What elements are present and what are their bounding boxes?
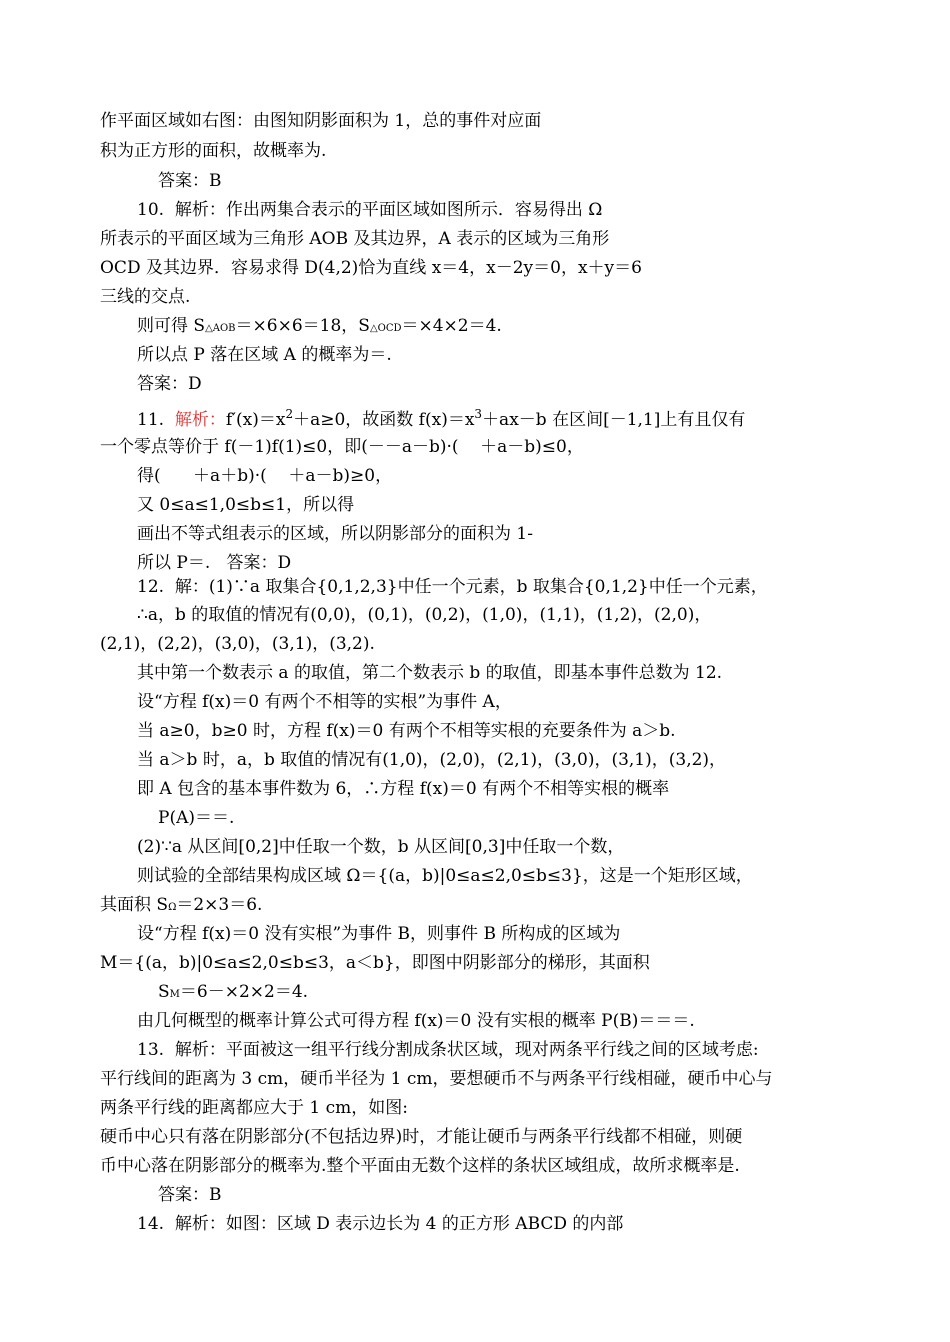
text-line: (2)∵a 从区间[0,2]中任取一个数，b 从区间[0,3]中任取一个数， — [137, 837, 625, 857]
highlighted-label: 解析： — [174, 410, 226, 430]
text-line — [137, 315, 502, 339]
text-line: 其中第一个数表示 a 的取值，第二个数表示 b 的取值，即基本事件总数为 12. — [137, 663, 723, 683]
text-line: 得( ＋a＋b)·( ＋a－b)≥0， — [137, 466, 393, 486]
superscript: 2 — [285, 407, 294, 421]
text-line: 所以 P＝. 答案：D — [137, 553, 292, 573]
subscript: M — [169, 989, 180, 1000]
text-run: ＝6－×2×2＝4. — [179, 982, 309, 1002]
text-line: 作平面区域如右图：由图知阴影面积为 1，总的事件对应面 — [100, 111, 542, 131]
problem-number: 11. — [137, 410, 175, 430]
answer-line: 答案：B — [158, 171, 222, 191]
text-run: 则可得 S — [137, 316, 206, 336]
text-line: M＝{(a，b)|0≤a≤2,0≤b≤3，a＜b}，即图中阴影部分的梯形，其面积 — [100, 953, 650, 973]
text-line: 所表示的平面区域为三角形 AOB 及其边界，A 表示的区域为三角形 — [100, 229, 610, 249]
subscript: Ω — [168, 902, 177, 913]
text-line: 一个零点等价于 f(－1)f(1)≤0，即(－－a－b)·( ＋a－b)≤0， — [100, 437, 584, 457]
text-line: (2,1)，(2,2)，(3,0)，(3,1)，(3,2). — [100, 634, 375, 654]
text-line: 则试验的全部结果构成区域 Ω＝{(a，b)|0≤a≤2,0≤b≤3}，这是一个矩形区域， — [137, 866, 753, 886]
text-line: 币中心落在阴影部分的概率为.整个平面由无数个这样的条状区域组成，故所求概率是. — [100, 1156, 740, 1176]
problem-13-heading: 13. 解析：平面被这一组平行线分割成条状区域，现对两条平行线之间的区域考虑: — [137, 1040, 759, 1060]
problem-14-heading: 14. 解析：如图：区域 D 表示边长为 4 的正方形 ABCD 的内部 — [137, 1214, 624, 1234]
problem-11-heading — [137, 409, 745, 433]
text-line: 设“方程 f(x)＝0 有两个不相等的实根”为事件 A， — [137, 692, 512, 712]
text-line: 硬币中心只有落在阴影部分(不包括边界)时，才能让硬币与两条平行线都不相碰，则硬 — [100, 1127, 743, 1147]
superscript: 3 — [474, 407, 483, 421]
text-line: 平行线间的距离为 3 cm，硬币半径为 1 cm，要想硬币不与两条平行线相碰，硬币中心与 — [100, 1069, 773, 1089]
text-line: P(A)＝＝. — [158, 808, 235, 828]
text-line — [100, 894, 262, 918]
text-line: 又 0≤a≤1,0≤b≤1，所以得 — [137, 495, 355, 515]
text-run: 其面积 S — [100, 895, 169, 915]
text-line: 当 a＞b 时，a，b 取值的情况有(1,0)，(2,0)，(2,1)，(3,0)，(3,1)，(3,2)， — [137, 750, 727, 770]
subscript: △AOB — [205, 323, 236, 334]
text-line: 当 a≥0，b≥0 时，方程 f(x)＝0 有两个不相等实根的充要条件为 a＞b. — [137, 721, 676, 741]
text-line: 两条平行线的距离都应大于 1 cm，如图: — [100, 1098, 408, 1118]
text-run: S — [158, 982, 170, 1002]
text-run: ＋a≥0，故函数 f(x)＝x — [293, 410, 475, 430]
text-run: ＝×4×2＝4. — [401, 316, 502, 336]
text-line: 即 A 包含的基本事件数为 6，∴方程 f(x)＝0 有两个不相等实根的概率 — [137, 779, 670, 799]
text-line: 设“方程 f(x)＝0 没有实根”为事件 B，则事件 B 所构成的区域为 — [137, 924, 621, 944]
problem-10-heading: 10. 解析：作出两集合表示的平面区域如图所示．容易得出 Ω — [137, 200, 603, 220]
text-line: OCD 及其边界．容易求得 D(4,2)恰为直线 x＝4，x－2y＝0，x＋y＝6 — [100, 258, 642, 278]
text-line: ∴a，b 的取值的情况有(0,0)，(0,1)，(0,2)，(1,0)，(1,1)，(1,2)，(2,0)， — [137, 605, 712, 625]
subscript: △OCD — [369, 323, 402, 334]
text-run: ＝×6×6＝18，S — [235, 316, 370, 336]
text-line: 三线的交点. — [100, 287, 191, 307]
text-line: 积为正方形的面积，故概率为. — [100, 141, 327, 161]
answer-line: 答案：D — [137, 374, 202, 394]
text-line: 画出不等式组表示的区域，所以阴影部分的面积为 1- — [137, 524, 533, 544]
text-line: 所以点 P 落在区域 A 的概率为＝. — [137, 345, 392, 365]
text-run: f′(x)＝x — [225, 410, 286, 430]
problem-12-heading: 12. 解：(1)∵a 取集合{0,1,2,3}中任一个元素，b 取集合{0,1,2}中任一个元素， — [137, 577, 768, 597]
text-run: ＋ax－b 在区间[－1,1]上有且仅有 — [482, 410, 746, 430]
answer-line: 答案：B — [158, 1185, 222, 1205]
text-line — [158, 981, 308, 1005]
text-run: ＝2×3＝6. — [176, 895, 263, 915]
text-line: 由几何概型的概率计算公式可得方程 f(x)＝0 没有实根的概率 P(B)＝＝＝. — [137, 1011, 695, 1031]
